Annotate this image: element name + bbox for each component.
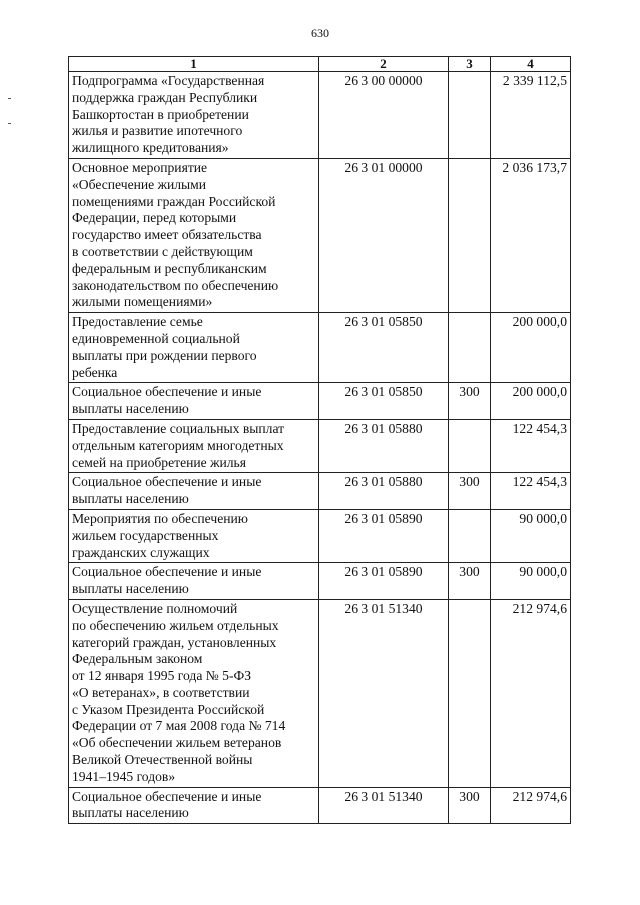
row-name: Мероприятия по обеспечению жильем государственных гражданских служащих xyxy=(69,509,319,562)
row-expense-type: 300 xyxy=(449,563,491,600)
row-name: Социальное обеспечение и иные выплаты населению xyxy=(69,787,319,824)
row-amount: 212 974,6 xyxy=(491,787,571,824)
row-code: 26 3 00 00000 xyxy=(319,72,449,159)
row-expense-type: 300 xyxy=(449,473,491,510)
row-amount: 122 454,3 xyxy=(491,473,571,510)
row-amount: 200 000,0 xyxy=(491,383,571,420)
row-name: Предоставление социальных выплат отдельным категориям многодетных семей на приобретение жилья xyxy=(69,419,319,472)
row-amount: 200 000,0 xyxy=(491,313,571,383)
table-row xyxy=(69,563,571,600)
row-expense-type xyxy=(449,313,491,383)
table-row xyxy=(69,158,571,312)
margin-mark xyxy=(8,123,11,124)
column-header: 3 xyxy=(449,57,491,72)
row-name: Социальное обеспечение и иные выплаты населению xyxy=(69,383,319,420)
row-expense-type xyxy=(449,509,491,562)
row-amount: 122 454,3 xyxy=(491,419,571,472)
row-code: 26 3 01 05880 xyxy=(319,473,449,510)
row-amount: 212 974,6 xyxy=(491,599,571,787)
row-amount: 2 036 173,7 xyxy=(491,158,571,312)
margin-mark xyxy=(8,98,11,99)
row-amount: 90 000,0 xyxy=(491,563,571,600)
row-code: 26 3 01 51340 xyxy=(319,787,449,824)
table-row xyxy=(69,313,571,383)
table-row xyxy=(69,383,571,420)
row-code: 26 3 01 05890 xyxy=(319,563,449,600)
row-code: 26 3 01 51340 xyxy=(319,599,449,787)
row-code: 26 3 01 05850 xyxy=(319,313,449,383)
row-name: Подпрограмма «Государственная поддержка граждан Республики Башкортостан в приобретении жилья и развитие ипотечного жилищного кредитования» xyxy=(69,72,319,159)
row-code: 26 3 01 05880 xyxy=(319,419,449,472)
row-code: 26 3 01 00000 xyxy=(319,158,449,312)
budget-table xyxy=(68,56,571,824)
table-row xyxy=(69,787,571,824)
row-amount: 90 000,0 xyxy=(491,509,571,562)
table-row xyxy=(69,473,571,510)
row-name: Основное мероприятие «Обеспечение жилыми помещениями граждан Российской Федерации, перед которыми государство имеет обязательства в соответствии с действующим федеральным и республиканским законодательством по обеспечению жилыми помещениями» xyxy=(69,158,319,312)
column-header: 4 xyxy=(491,57,571,72)
row-expense-type xyxy=(449,158,491,312)
row-name: Осуществление полномочий по обеспечению жильем отдельных категорий граждан, установленных Федеральным законом от 12 января 1995 года № 5-ФЗ «О ветеранах», в соответствии с Указом Президента Российской Федерации от 7 мая 2008 года № 714 «Об обеспечении жильем ветеранов Великой Отечественной войны 1941–1945 годов» xyxy=(69,599,319,787)
row-name: Социальное обеспечение и иные выплаты населению xyxy=(69,473,319,510)
row-amount: 2 339 112,5 xyxy=(491,72,571,159)
table-header-row xyxy=(69,57,571,72)
table-row xyxy=(69,72,571,159)
row-expense-type xyxy=(449,72,491,159)
row-name: Предоставление семье единовременной социальной выплаты при рождении первого ребенка xyxy=(69,313,319,383)
table-row xyxy=(69,509,571,562)
row-expense-type: 300 xyxy=(449,787,491,824)
table-row xyxy=(69,599,571,787)
table-row xyxy=(69,419,571,472)
row-name: Социальное обеспечение и иные выплаты населению xyxy=(69,563,319,600)
column-header: 1 xyxy=(69,57,319,72)
page-number: 630 xyxy=(311,26,329,40)
row-expense-type: 300 xyxy=(449,383,491,420)
row-expense-type xyxy=(449,419,491,472)
column-header: 2 xyxy=(319,57,449,72)
row-code: 26 3 01 05890 xyxy=(319,509,449,562)
row-expense-type xyxy=(449,599,491,787)
row-code: 26 3 01 05850 xyxy=(319,383,449,420)
